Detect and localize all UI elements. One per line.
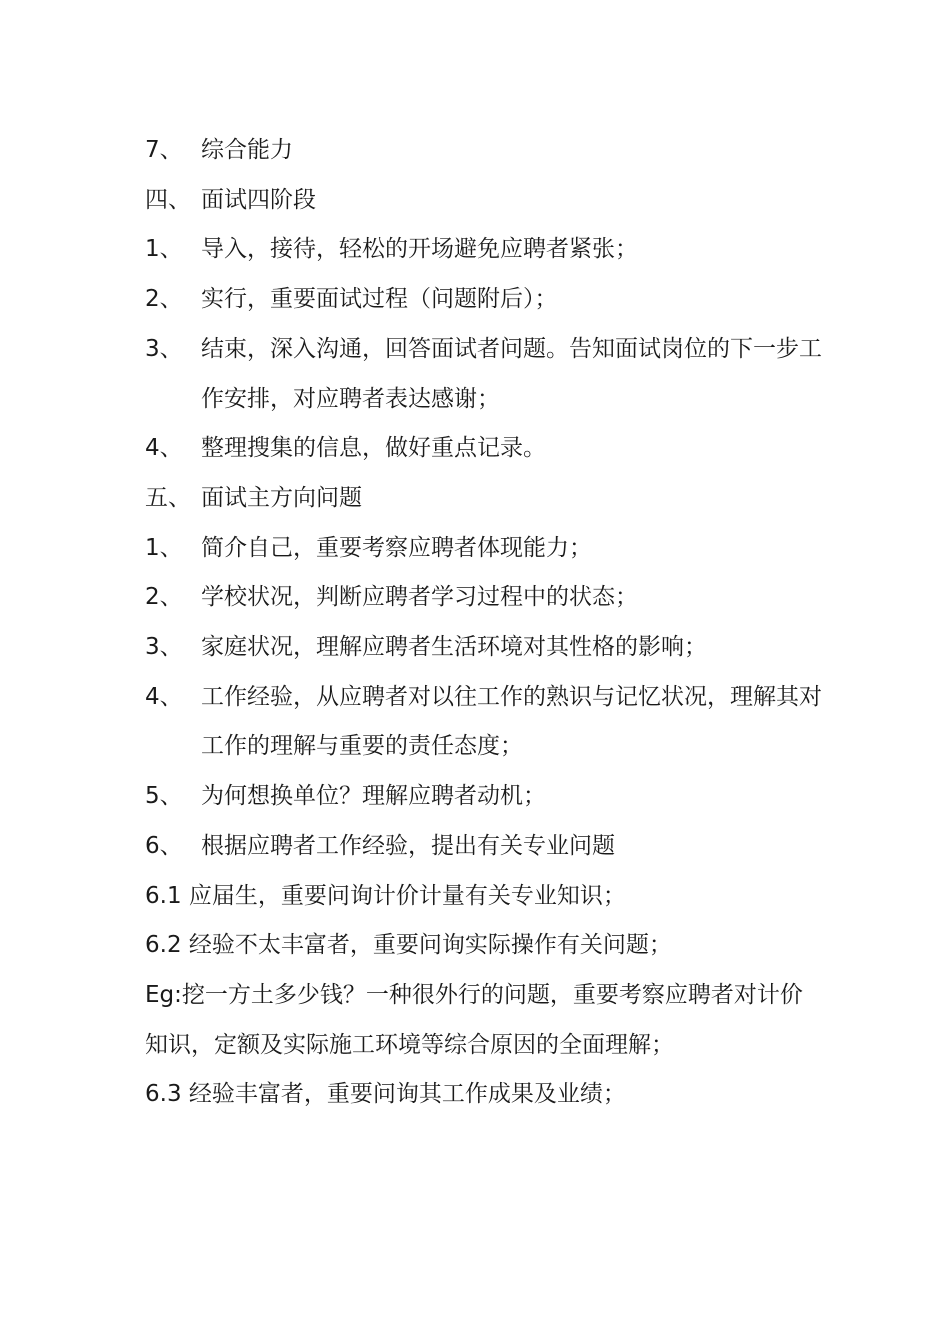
item-text: 整理搜集的信息，做好重点记录。 <box>201 435 546 462</box>
sub-item: 6.2 经验不太丰富者，重要问询实际操作有关问题； <box>145 932 672 959</box>
list-item <box>145 623 825 673</box>
item-text: 简介自己，重要考察应聘者体现能力； <box>201 534 592 561</box>
item-number: 6、 <box>145 832 183 859</box>
item-number: 4、 <box>145 683 183 710</box>
item-text: 导入，接待，轻松的开场避免应聘者紧张； <box>201 236 638 263</box>
list-item <box>145 424 825 474</box>
item-text: 综合能力 <box>201 137 293 163</box>
section-number: 五、 <box>145 484 191 511</box>
section-number: 四、 <box>145 186 191 213</box>
item-number: 3、 <box>145 634 183 661</box>
item-number: 4、 <box>145 435 183 462</box>
list-item <box>145 573 825 623</box>
list-item <box>145 126 825 176</box>
item-number: 3、 <box>145 335 183 362</box>
example-paragraph: Eg:挖一方土多少钱？一种很外行的问题，重要考察应聘者对计价知识，定额及实际施工环境等综合原因的全面理解； <box>145 981 803 1058</box>
item-number: 5、 <box>145 783 183 810</box>
sub-item: 6.1 应届生，重要问询计价计量有关专业知识； <box>145 882 626 909</box>
list-item <box>145 225 825 275</box>
list-item <box>145 524 825 574</box>
document-body <box>145 126 825 1120</box>
section-heading <box>145 474 825 524</box>
item-number: 1、 <box>145 534 183 561</box>
sub-item: 6.3 经验丰富者，重要问询其工作成果及业绩； <box>145 1081 626 1108</box>
item-number: 1、 <box>145 236 183 263</box>
item-text: 工作经验，从应聘者对以往工作的熟识与记忆状况，理解其对工作的理解与重要的责任态度； <box>201 683 822 760</box>
item-text: 结束，深入沟通，回答面试者问题。告知面试岗位的下一步工作安排，对应聘者表达感谢； <box>201 335 822 412</box>
item-text: 学校状况，判断应聘者学习过程中的状态； <box>201 584 638 611</box>
section-title: 面试主方向问题 <box>201 484 362 511</box>
item-number: 7、 <box>145 137 183 163</box>
item-text: 家庭状况，理解应聘者生活环境对其性格的影响； <box>201 634 707 661</box>
item-number: 2、 <box>145 286 183 313</box>
list-item <box>145 772 825 822</box>
list-item <box>145 275 825 325</box>
item-text: 为何想换单位？理解应聘者动机； <box>201 783 546 810</box>
section-title: 面试四阶段 <box>201 186 316 213</box>
list-item <box>145 325 825 424</box>
section-heading <box>145 176 825 226</box>
list-item <box>145 673 825 772</box>
list-item <box>145 822 825 872</box>
item-text: 根据应聘者工作经验，提出有关专业问题 <box>201 832 615 859</box>
item-number: 2、 <box>145 584 183 611</box>
item-text: 实行，重要面试过程（问题附后）； <box>201 286 558 313</box>
